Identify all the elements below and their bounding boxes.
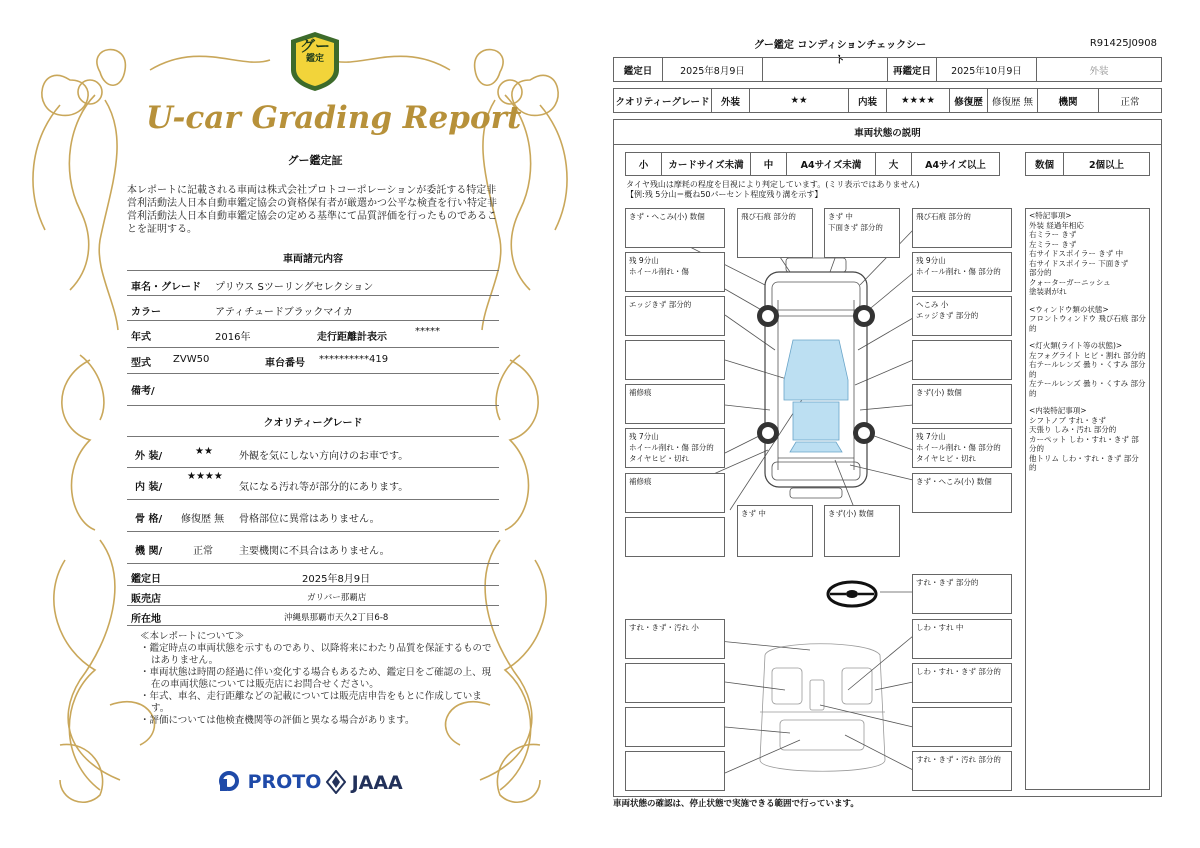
report-script-title: U-car Grading Report — [146, 100, 522, 136]
spec-label: 走行距離計表示 — [317, 332, 387, 343]
remarks-line: 右ミラー きず — [1029, 230, 1077, 239]
condition-box-left-fender: エッジきず 部分的 — [625, 296, 725, 336]
notes-title: ≪本レポートについて≫ — [140, 631, 245, 642]
remarks-line: 天張り しみ・汚れ 部分的 — [1029, 425, 1117, 434]
sheet-title: グー鑑定 コンディションチェックシート — [753, 40, 927, 66]
remarks-line: 左フォグライト ヒビ・割れ 部分的 — [1029, 350, 1146, 360]
condition-box-left-quarter: 補修痕 — [625, 473, 725, 513]
repair-history-label: 修復歴 — [949, 88, 988, 113]
remarks-heading: <ウィンドウ類の状態> — [1029, 304, 1109, 314]
address-value: 沖縄県那覇市天久2丁目6-8 — [284, 613, 389, 623]
quality-label: 内 装/ — [135, 482, 163, 493]
size-large-desc: A4サイズ以上 — [911, 152, 1000, 176]
condition-box-right-quarter: きず・へこみ(小) 数個 — [912, 473, 1012, 513]
remarks-heading: <灯火類(ライト等の状態)> — [1029, 341, 1123, 350]
note-item: ・鑑定時点の車両状態を示すものであり、以降将来にわたり品質を保証するものではありません。 — [140, 643, 492, 666]
quality-desc: 主要機関に不具合はありません。 — [239, 546, 390, 557]
quality-desc: 骨格部位に異常はありません。 — [239, 514, 380, 525]
dealer-label: 販売店 — [131, 594, 161, 605]
engine-label: 機関 — [1037, 88, 1099, 113]
size-small-label: 小 — [625, 152, 662, 176]
note-item: ・評価については他検査機関等の評価と異なる場合があります。 — [140, 715, 415, 726]
remarks-line: クォーターガーニッシュ — [1029, 277, 1111, 287]
spec-value: 2016年 — [215, 332, 251, 343]
jaaa-mark-icon — [326, 770, 346, 794]
quality-title: クオリティーグレード — [263, 418, 363, 429]
condition-box-front-left: きず・へこみ(小) 数個 — [625, 208, 725, 248]
engine-value: 正常 — [1098, 88, 1162, 113]
report-notes — [140, 631, 500, 727]
quality-row-engine — [127, 532, 499, 564]
grade-label: クオリティーグレード — [613, 88, 712, 113]
condition-box-fl-wheel: 残 9分山 ホイール削れ・傷 — [625, 252, 725, 292]
ext-grade-label: 外装 — [711, 88, 750, 113]
condition-box-rr-wheel: 残 7分山 ホイール削れ・傷 部分的 タイヤヒビ・切れ — [912, 428, 1012, 468]
ext-grade-value: ★★ — [749, 88, 849, 113]
spec-label: 型式 — [131, 358, 151, 369]
condition-box-front-bumper: きず 中 下面きず 部分的 — [824, 208, 900, 258]
blank-cell — [762, 57, 888, 82]
appraisal-date-value: 2025年8月9日 — [662, 57, 763, 82]
tire-note-example: 【例:残 5分山＝概ね50パーセント程度残り溝を示す】 — [626, 190, 823, 199]
condition-box-right-rear-door: きず(小) 数個 — [912, 384, 1012, 424]
remarks-heading: <内装特記事項> — [1029, 406, 1087, 415]
proto-mark-icon — [218, 770, 242, 792]
int-grade-label: 内装 — [848, 88, 887, 113]
size-small-desc: カードサイズ未満 — [661, 152, 751, 176]
quality-label: 外 装/ — [135, 451, 163, 462]
remarks-line: カーペット しわ・すれ・きず 部分的 — [1029, 434, 1139, 453]
tire-note: タイヤ残山は摩耗の程度を目視により判定しています。(ミリ表示ではありません) — [626, 180, 920, 189]
dealer-value: ガリバー那覇店 — [307, 593, 367, 603]
condition-box-right-front-door — [912, 340, 1012, 380]
condition-box-front-glass: 飛び石痕 部分的 — [737, 208, 813, 258]
spec-row-color — [127, 296, 499, 321]
certificate-heading: グー鑑定証 — [287, 154, 343, 167]
spec-value: ZVW50 — [173, 354, 210, 365]
spec-label: 備考/ — [131, 386, 155, 397]
condition-box-interior-l4 — [625, 751, 725, 791]
condition-box-interior-l3 — [625, 707, 725, 747]
condition-box-steering: すれ・きず 部分的 — [912, 574, 1012, 614]
condition-box-rear-left — [625, 517, 725, 557]
spec-label: 車台番号 — [265, 358, 305, 369]
address-row — [127, 606, 499, 626]
condition-box-interior-l1: すれ・きず・汚れ 小 — [625, 619, 725, 659]
remarks-line: 外装 経過年相応 — [1029, 220, 1084, 230]
jaaa-logo: JAAA — [326, 770, 403, 794]
steering-wheel-icon — [828, 582, 876, 606]
condition-box-left-front-door — [625, 340, 725, 380]
condition-box-rl-wheel: 残 7分山 ホイール削れ・傷 部分的 タイヤヒビ・切れ — [625, 428, 725, 468]
specs-top-rule — [127, 270, 499, 271]
remarks-line: フロントウィンドウ 飛び石痕 部分的 — [1029, 314, 1146, 333]
remarks-line: 左テールレンズ 曇り・くすみ 部分的 — [1029, 379, 1146, 398]
certificate-body-text: 本レポートに記載される車両は株式会社プロトコーポレーションが委託する特定非営利活動法人日本自動車鑑定協会の資格保有者が厳選かつ公平な検査を行い特定非営利活動法人日本自動車鑑定協会の定める基準にて品質評価を行ったものであることを証明する。 — [127, 185, 497, 235]
appraisal-date-row — [127, 566, 499, 586]
remarks-line: 右テールレンズ 曇り・くすみ 部分的 — [1029, 360, 1146, 379]
quality-desc: 外観を気にしない方向けのお車です。 — [239, 451, 409, 462]
quality-row-interior — [127, 468, 499, 500]
spec-value: ***** — [415, 326, 440, 337]
quality-label: 機 関/ — [135, 546, 163, 557]
size-mid-label: 中 — [750, 152, 787, 176]
spec-label: 年式 — [131, 332, 151, 343]
exterior-tag: 外装 — [1036, 57, 1162, 82]
appraisal-date-label: 鑑定日 — [613, 57, 663, 82]
condition-box-left-rear-door: 補修痕 — [625, 384, 725, 424]
spec-row-year — [127, 321, 499, 348]
remarks-line: 部分的 — [1029, 268, 1052, 277]
remarks-line: 右サイドスポイラー きず 中 — [1029, 249, 1124, 258]
quality-row-exterior — [127, 437, 499, 468]
condition-box-interior-r1: しわ・すれ 中 — [912, 619, 1012, 659]
condition-box-trunk: きず(小) 数個 — [824, 505, 900, 557]
remarks-line: 右サイドスポイラー 下面きず — [1029, 258, 1129, 268]
quality-value: 修復歴 無 — [181, 514, 225, 525]
dealer-row — [127, 586, 499, 606]
remarks-line: 塗装剥がれ — [1029, 287, 1067, 296]
condition-box-interior-r2: しわ・すれ・きず 部分的 — [912, 663, 1012, 703]
quality-value: 正常 — [193, 546, 213, 557]
appraisal-date-value: 2025年8月9日 — [302, 574, 371, 585]
explain-title: 車両状態の説明 — [613, 119, 1162, 145]
appraisal-date-label: 鑑定日 — [131, 574, 161, 585]
proto-logo: PROTO — [218, 770, 321, 793]
reappraisal-date-value: 2025年10月9日 — [936, 57, 1037, 82]
spec-row-name — [127, 272, 499, 296]
remarks-line: シフトノブ すれ・きず — [1029, 415, 1106, 425]
specs-title: 車両諸元内容 — [283, 254, 343, 265]
quality-row-frame — [127, 500, 499, 532]
condition-box-interior-r3 — [912, 707, 1012, 747]
spec-value: プリウス Sツーリングセレクション — [215, 282, 374, 293]
spec-value: **********419 — [319, 354, 389, 365]
quality-label: 骨 格/ — [135, 514, 163, 525]
reappraisal-date-label: 再鑑定日 — [887, 57, 937, 82]
spec-row-remarks — [127, 374, 499, 406]
size-mid-desc: A4サイズ未満 — [786, 152, 876, 176]
badge-label: グー 鑑定 — [299, 37, 330, 64]
address-label: 所在地 — [131, 614, 161, 625]
spec-label: カラー — [131, 307, 161, 318]
condition-box-right-fender: へこみ 小 エッジきず 部分的 — [912, 296, 1012, 336]
note-item: ・年式、車名、走行距離などの記載については販売店申告をもとに作成しています。 — [140, 691, 482, 714]
special-remarks-panel — [1025, 208, 1150, 790]
size-large-label: 大 — [875, 152, 912, 176]
quality-desc: 気になる汚れ等が部分的にあります。 — [239, 482, 409, 493]
remarks-line: 左ミラー きず — [1029, 239, 1077, 249]
count-label: 数個 — [1025, 152, 1064, 176]
condition-box-interior-r4: すれ・きず・汚れ 部分的 — [912, 751, 1012, 791]
int-grade-value: ★★★★ — [886, 88, 950, 113]
sheet-footer-note: 車両状態の確認は、停止状態で実施できる範囲で行っています。 — [613, 799, 859, 809]
spec-row-model — [127, 348, 499, 374]
sheet-code: R91425J0908 — [1089, 38, 1157, 49]
note-item: ・車両状態は時間の経過に伴い変化する場合もあるため、鑑定日をご確認の上、現在の車両状態については販売店にお問合せください。 — [140, 667, 492, 690]
condition-box-fr-wheel: 残 9分山 ホイール削れ・傷 部分的 — [912, 252, 1012, 292]
spec-value: アティチュードブラックマイカ — [215, 307, 353, 318]
condition-box-front-right: 飛び石痕 部分的 — [912, 208, 1012, 248]
remarks-line: 他トリム しわ・すれ・きず 部分的 — [1029, 453, 1139, 472]
condition-box-rear-bumper: きず 中 — [737, 505, 813, 557]
count-desc: 2個以上 — [1063, 152, 1150, 176]
remarks-heading: <特記事項> — [1029, 211, 1072, 220]
spec-label: 車名・グレード — [131, 282, 201, 293]
quality-stars: ★★★★ — [187, 471, 223, 482]
repair-history-value: 修復歴 無 — [987, 88, 1038, 113]
quality-stars: ★★ — [195, 446, 213, 457]
condition-box-interior-l2 — [625, 663, 725, 703]
